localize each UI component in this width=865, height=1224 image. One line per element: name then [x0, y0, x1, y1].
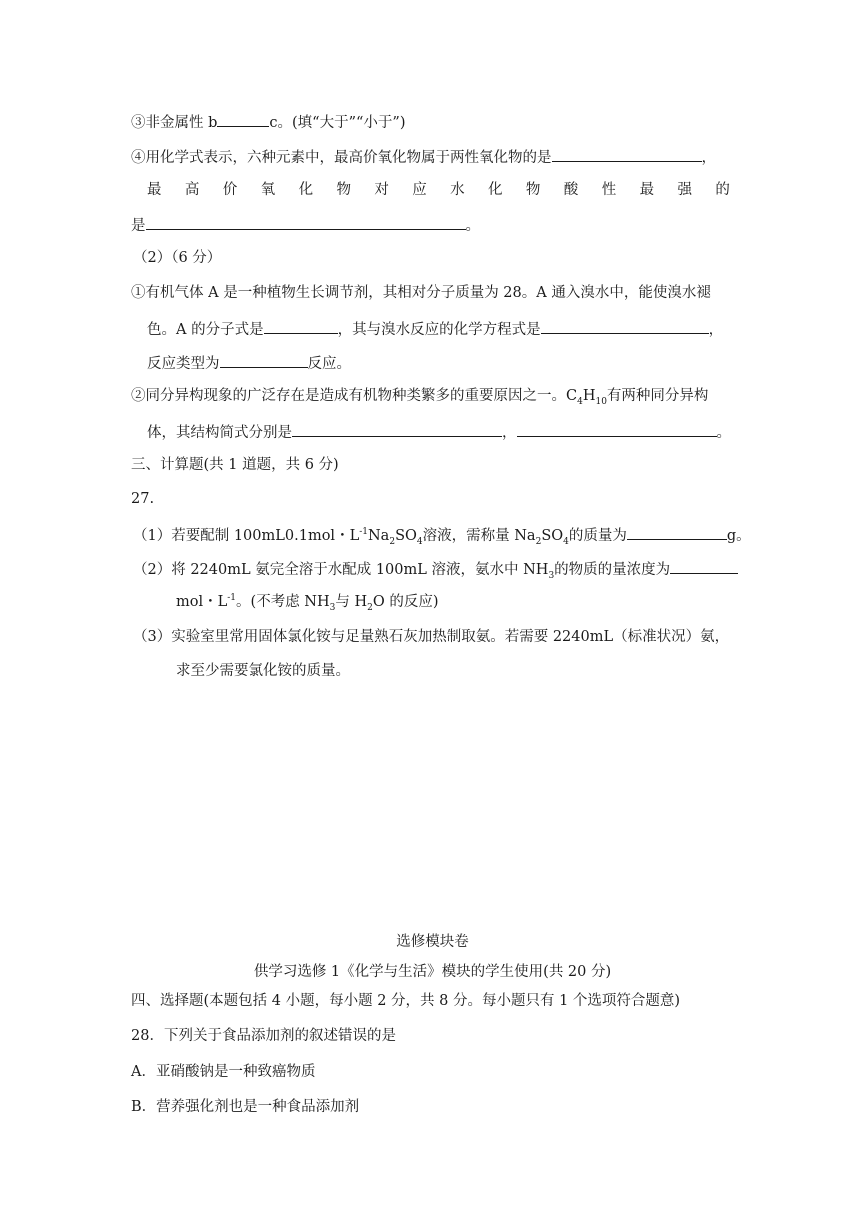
section-3-title: 三、计算题(共 1 道题，共 6 分): [131, 457, 339, 473]
spread-char: 最: [639, 182, 655, 198]
answer-blank: [220, 352, 308, 368]
organic-1-line-1: ①有机气体 A 是一种植物生长调节剂，其相对分子质量为 28。A 通入溴水中，能使溴水褪: [131, 285, 711, 301]
elective-subtitle: 供学习选修 1《化学与生活》模块的学生使用(共 20 分): [253, 964, 612, 980]
answer-blank: [264, 318, 338, 334]
question-4-line-3: 是 。: [131, 214, 480, 236]
spread-char: 性: [601, 182, 617, 198]
spread-char: 最: [147, 182, 162, 198]
spread-char: 高: [184, 182, 200, 198]
question-3-nonmetal: ③非金属性 b c。(填“大于”“小于”): [131, 111, 406, 133]
spread-char: 水: [450, 182, 465, 198]
answer-blank: [627, 524, 727, 540]
spread-char: 物: [336, 182, 351, 198]
question-28: 28．下列关于食品添加剂的叙述错误的是: [131, 1028, 396, 1044]
question-27-number: 27.: [131, 491, 155, 507]
spread-char: 氧: [260, 182, 276, 198]
organic-1-line-2: 色。A 的分子式是 ，其与溴水反应的化学方程式是 ，: [147, 318, 723, 340]
calc-1: （1）若要配制 100mL0.1mol・$L^{-1}Na_2SO_4$溶液，需称量 $Na_2SO_4$的质量为 g。: [133, 524, 751, 546]
answer-blank: [552, 146, 702, 162]
calc-3-line-1: （3）实验室里常用固体氯化铵与足量熟石灰加热制取氨。若需要 2240mL（标准状况）氨，: [133, 629, 730, 645]
spread-char: 物: [525, 182, 541, 198]
answer-blank: [541, 318, 709, 334]
question-4-line-2: [147, 180, 730, 200]
answer-blank: [670, 558, 738, 574]
answer-blank: [217, 111, 269, 127]
answer-blank: [292, 421, 502, 437]
section-4-title: 四、选择题(本题包括 4 小题，每小题 2 分，共 8 分。每小题只有 1 个选项符合题意): [131, 993, 681, 1009]
spread-char: 对: [374, 182, 389, 198]
option-b: B．营养强化剂也是一种食品添加剂: [131, 1099, 360, 1115]
organic-1-line-3: 反应类型为 反应。: [147, 352, 351, 374]
spread-char: 应: [412, 182, 427, 198]
answer-blank: [517, 421, 717, 437]
answer-blank: [146, 214, 466, 230]
spread-char: 酸: [563, 182, 579, 198]
organic-2-line-1: ②同分异构现象的广泛存在是造成有机物种类繁多的重要原因之一。$C_4H_{10}$有两种同分异构: [131, 388, 709, 407]
calc-2-line-2: mol・$L^{-1}$。(不考虑 $NH_3$与 $H_2O$ 的反应): [176, 593, 439, 613]
question-4-line-1: ④用化学式表示，六种元素中，最高价氧化物属于两性氧化物的是 ，: [131, 146, 716, 168]
spread-char: 的: [715, 182, 730, 198]
calc-2-line-1: （2）将 2240mL 氨完全溶于水配成 100mL 溶液，氨水中 $NH_3$的物质的量浓度为: [133, 558, 738, 580]
option-a: A．亚硝酸钠是一种致癌物质: [131, 1064, 316, 1080]
spread-char: 化: [298, 182, 314, 198]
spread-char: 价: [222, 182, 238, 198]
spread-char: 化: [488, 182, 503, 198]
elective-title: 选修模块卷: [396, 934, 469, 950]
organic-2-line-2: 体，其结构简式分别是 ， 。: [147, 421, 731, 443]
spread-char: 强: [677, 182, 692, 198]
part-2-header: （2）（6 分）: [133, 250, 222, 266]
calc-3-line-2: 求至少需要氯化铵的质量。: [176, 663, 350, 679]
